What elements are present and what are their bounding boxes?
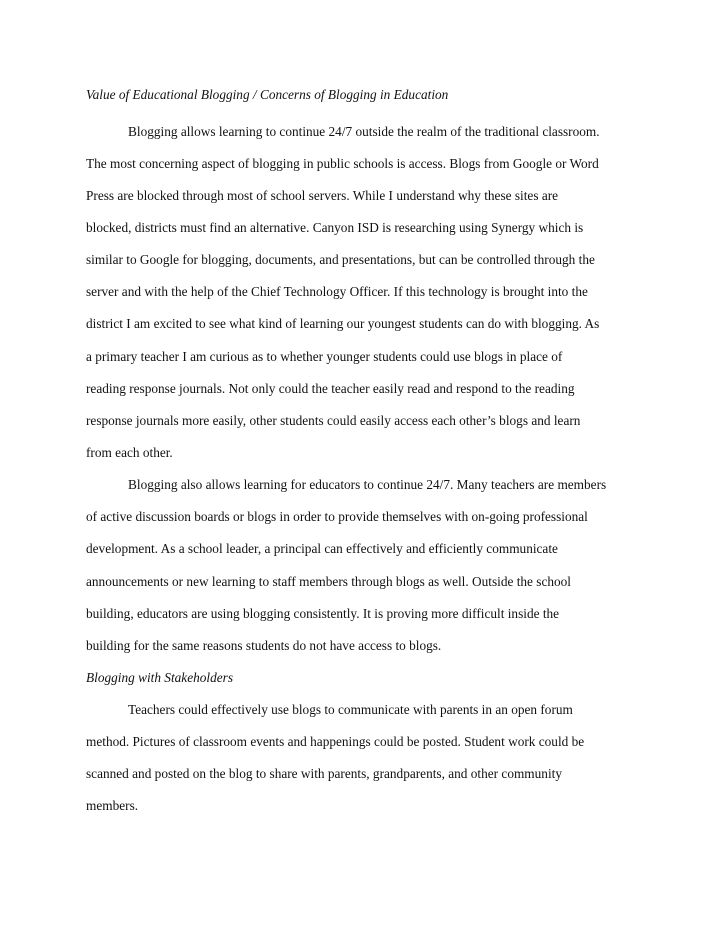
paragraph-line: building for the same reasons students do not have access to blogs.: [86, 638, 442, 653]
paragraph-line: Press are blocked through most of school servers. While I understand why these sites are: [86, 188, 559, 203]
paragraph-line: scanned and posted on the blog to share with parents, grandparents, and other community: [86, 766, 562, 781]
paragraph-line: blocked, districts must find an alternative. Canyon ISD is researching using Synergy which is: [86, 220, 584, 235]
paragraph-line: Blogging allows learning to continue 24/7 outside the realm of the traditional classroom.: [128, 124, 600, 139]
paragraph-line: method. Pictures of classroom events and happenings could be posted. Student work could be: [86, 734, 585, 749]
section-heading: Blogging with Stakeholders: [86, 670, 233, 685]
paragraph-line: similar to Google for blogging, documents, and presentations, but can be controlled through the: [86, 252, 595, 267]
paragraph-line: server and with the help of the Chief Technology Officer. If this technology is brought into the: [86, 284, 588, 299]
paragraph-line: from each other.: [86, 445, 173, 460]
paragraph-line: development. As a school leader, a principal can effectively and efficiently communicate: [86, 541, 558, 556]
paragraph-line: reading response journals. Not only could the teacher easily read and respond to the reading: [86, 381, 575, 396]
paragraph-line: building, educators are using blogging consistently. It is proving more difficult inside the: [86, 606, 560, 621]
paragraph-line: response journals more easily, other students could easily access each other’s blogs and learn: [86, 413, 581, 428]
paragraph-line: Teachers could effectively use blogs to communicate with parents in an open forum: [128, 702, 573, 717]
section-heading: Value of Educational Blogging / Concerns of Blogging in Education: [86, 87, 449, 102]
paragraph-line: members.: [86, 798, 139, 813]
paragraph-line: of active discussion boards or blogs in order to provide themselves with on-going professional: [86, 509, 588, 524]
paragraph-line: Blogging also allows learning for educators to continue 24/7. Many teachers are members: [128, 477, 607, 492]
paragraph-line: announcements or new learning to staff members through blogs as well. Outside the school: [86, 574, 571, 589]
paragraph-line: The most concerning aspect of blogging in public schools is access. Blogs from Google or Word: [86, 156, 599, 171]
paragraph-line: a primary teacher I am curious as to whether younger students could use blogs in place of: [86, 349, 563, 364]
paragraph-line: district I am excited to see what kind of learning our youngest students can do with blogging. As: [86, 316, 600, 331]
